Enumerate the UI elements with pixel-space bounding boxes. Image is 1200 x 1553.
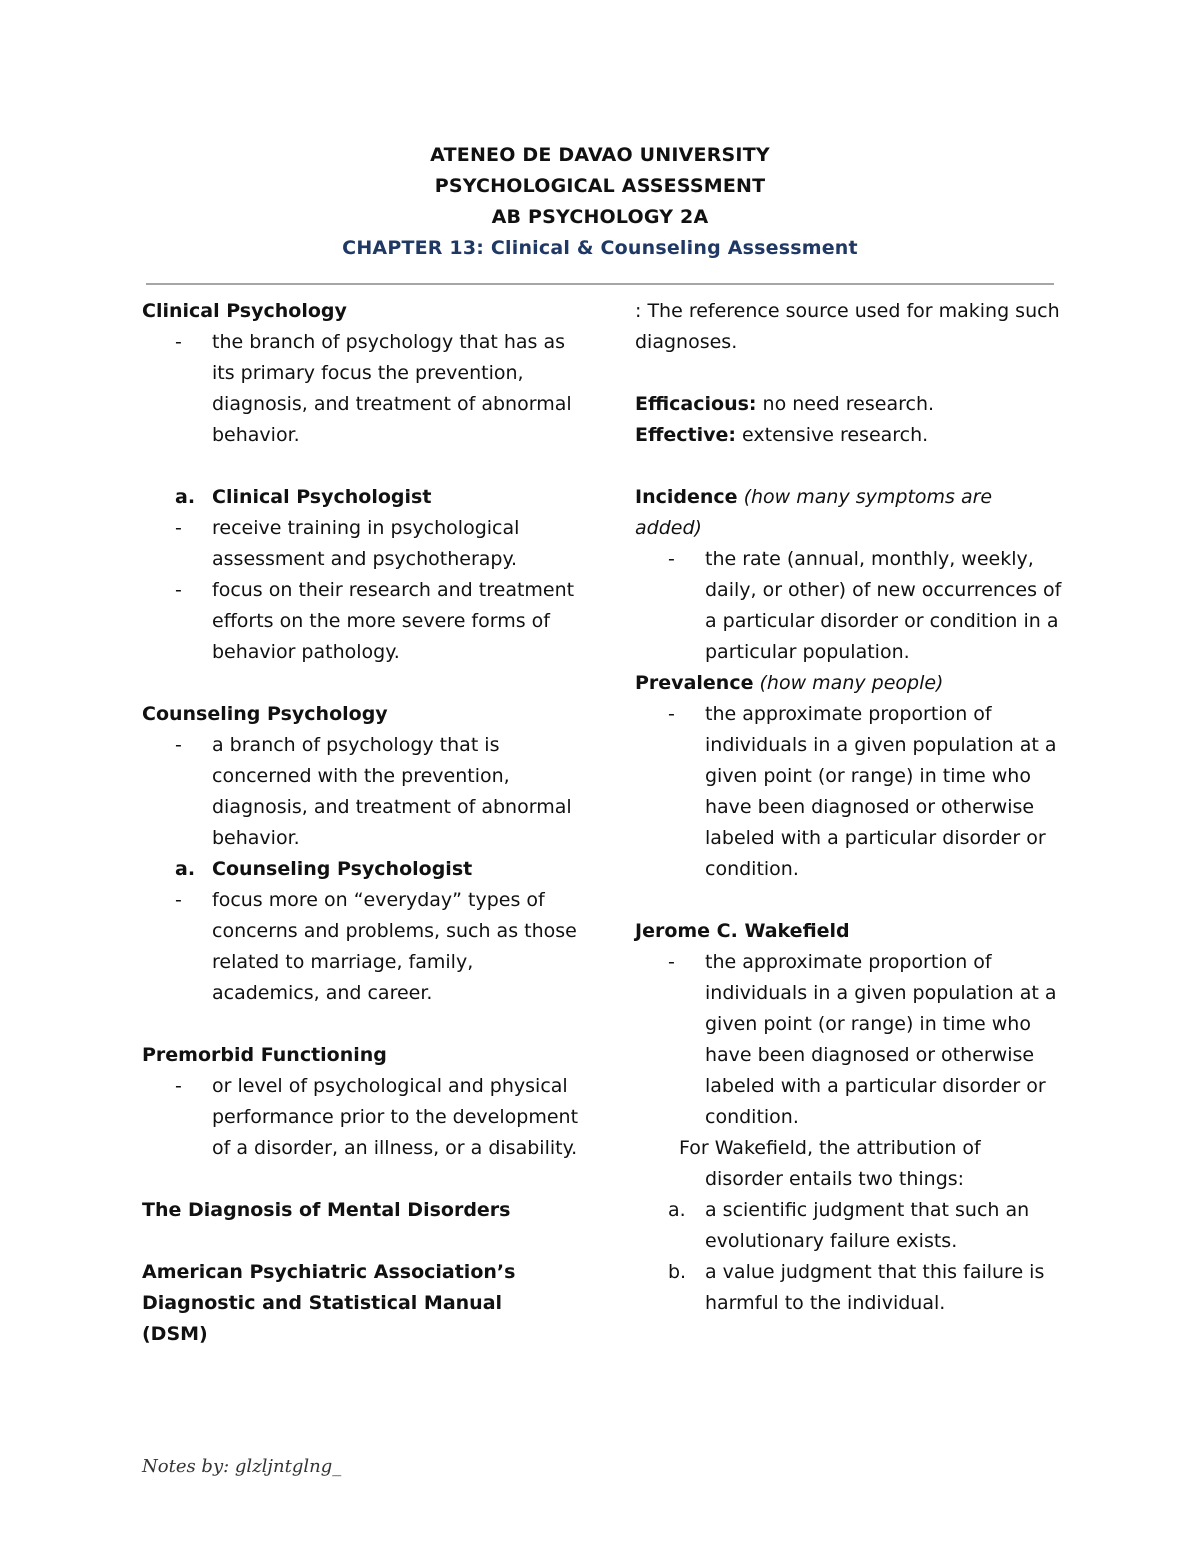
list-marker: a. — [175, 858, 196, 880]
dash-marker: - — [668, 951, 675, 973]
wakefield-item: a. a scientific judgment that such an evolutionary failure exists. — [635, 1195, 1065, 1257]
list-marker: a. — [175, 486, 196, 508]
effective-line: Effective: extensive research. — [635, 424, 929, 446]
dash-marker: - — [668, 703, 675, 725]
dash-marker: - — [175, 1075, 182, 1097]
counseling-psychology-heading: Counseling Psychology — [142, 703, 388, 725]
class-section: AB PSYCHOLOGY 2A — [491, 206, 709, 228]
dsm-note: : The reference source used for making such diagnoses. — [635, 300, 1060, 353]
course-name: PSYCHOLOGICAL ASSESSMENT — [434, 175, 766, 197]
header-divider — [146, 283, 1054, 285]
wakefield-note-line1: For Wakefield, the attribution of — [679, 1137, 981, 1159]
dash-marker: - — [668, 548, 675, 570]
clinical-psychology-heading: Clinical Psychology — [142, 300, 347, 322]
document-header — [0, 140, 1200, 264]
incidence-definition: - the rate (annual, monthly, weekly, daily, or other) of new occurrences of a particular disorder or condition in a particular population. — [635, 544, 1065, 668]
counseling-psychologist-heading: a. Counseling Psychologist — [142, 854, 582, 885]
efficacious-line: Efficacious: no need research. — [635, 393, 935, 415]
clinical-psychologist-point: - receive training in psychological assessment and psychotherapy. — [142, 513, 582, 575]
dash-marker: - — [175, 331, 182, 353]
dsm-heading: American Psychiatric Association’s Diagnostic and Statistical Manual (DSM) — [142, 1261, 516, 1345]
counseling-psychologist-point: - focus more on “everyday” types of concerns and problems, such as those related to marriage, family, academics, and career. — [142, 885, 582, 1009]
dash-marker: - — [175, 734, 182, 756]
dash-marker: - — [175, 889, 182, 911]
dash-marker: - — [175, 579, 182, 601]
wakefield-heading: Jerome C. Wakefield — [635, 920, 850, 942]
incidence-heading: Incidence (how many symptoms are added) — [635, 486, 993, 539]
right-column — [635, 296, 1065, 1319]
clinical-psychologist-point: - focus on their research and treatment efforts on the more severe forms of behavior pathology. — [142, 575, 582, 668]
university-name: ATENEO DE DAVAO UNIVERSITY — [430, 144, 770, 166]
diagnosis-heading: The Diagnosis of Mental Disorders — [142, 1199, 511, 1221]
premorbid-functioning-definition: - or level of psychological and physical performance prior to the development of a disorder, an illness, or a disability. — [142, 1071, 582, 1164]
list-marker: b. — [668, 1261, 687, 1283]
premorbid-functioning-heading: Premorbid Functioning — [142, 1044, 387, 1066]
wakefield-item: b. a value judgment that this failure is harmful to the individual. — [635, 1257, 1065, 1319]
prevalence-definition: - the approximate proportion of individuals in a given population at a given point (or range) in time who have been diagnosed or otherwise labeled with a particular disorder or condition. — [635, 699, 1065, 885]
left-column — [142, 296, 582, 1350]
notes-footer: Notes by: glzljntglng_ — [142, 1456, 342, 1477]
clinical-psychologist-heading: a. Clinical Psychologist — [142, 482, 582, 513]
prevalence-heading: Prevalence (how many people) — [635, 672, 944, 694]
counseling-psychology-definition: - a branch of psychology that is concerned with the prevention, diagnosis, and treatment of abnormal behavior. — [142, 730, 582, 854]
wakefield-note-line2: disorder entails two things: — [705, 1168, 965, 1190]
clinical-psychology-definition: - the branch of psychology that has as its primary focus the prevention, diagnosis, and treatment of abnormal behavior. — [142, 327, 582, 451]
dash-marker: - — [175, 517, 182, 539]
chapter-title: CHAPTER 13: Clinical & Counseling Assessment — [342, 237, 858, 259]
list-marker: a. — [668, 1199, 686, 1221]
wakefield-definition: - the approximate proportion of individuals in a given population at a given point (or range) in time who have been diagnosed or otherwise labeled with a particular disorder or condition. — [635, 947, 1065, 1133]
